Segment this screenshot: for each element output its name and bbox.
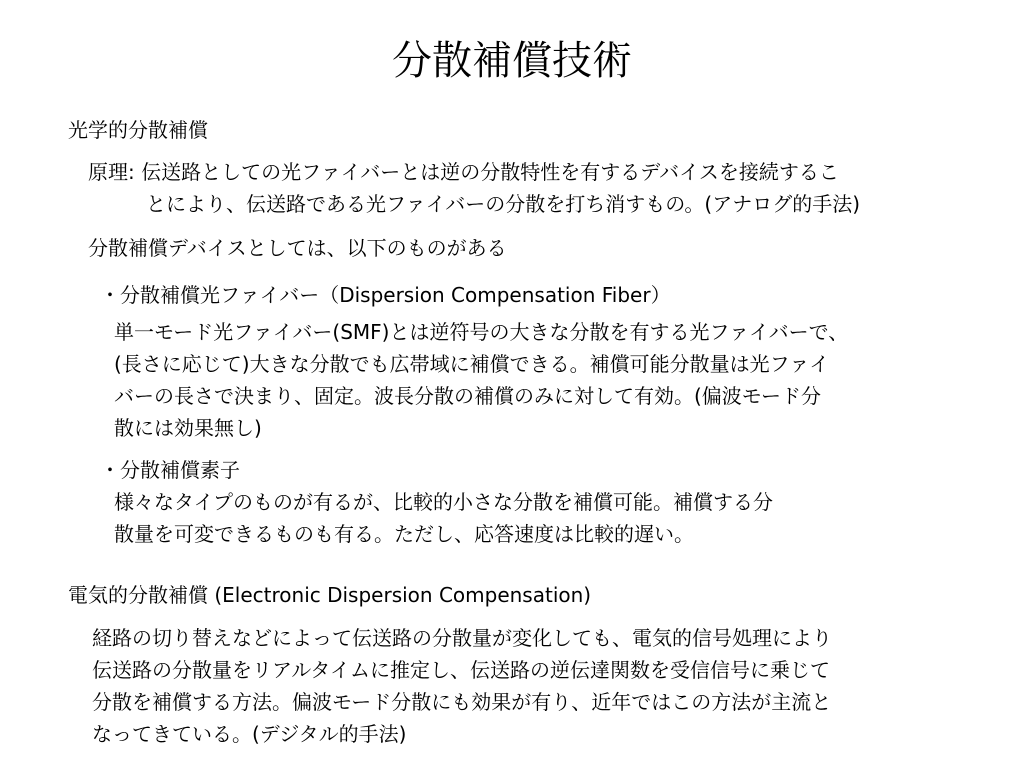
- element-heading: ・分散補償素子: [100, 458, 240, 482]
- dcf-line: バーの長さで決まり、固定。波長分散の補償のみに対して有効。(偏波モード分: [114, 384, 822, 408]
- electronic-line: 伝送路の分散量をリアルタイムに推定し、伝送路の逆伝達関数を受信信号に乗じて: [92, 658, 830, 682]
- dcf-line: (長さに応じて)大きな分散でも広帯域に補償できる。補償可能分散量は光ファイ: [114, 352, 830, 376]
- element-line: 散量を可変できるものも有る。ただし、応答速度は比較的遅い。: [114, 522, 694, 546]
- optical-heading: 光学的分散補償: [68, 118, 208, 142]
- dcf-line: 単一モード光ファイバー(SMF)とは逆符号の大きな分散を有する光ファイバーで、: [114, 320, 849, 344]
- principle-line-1: 原理: 伝送路としての光ファイバーとは逆の分散特性を有するデバイスを接続するこ: [88, 160, 839, 184]
- electronic-line: なってきている。(デジタル的手法): [92, 722, 407, 746]
- element-line: 様々なタイプのものが有るが、比較的小さな分散を補償可能。補償する分: [114, 490, 773, 514]
- principle-line-2: とにより、伝送路である光ファイバーの分散を打ち消すもの。(アナログ的手法): [146, 192, 861, 216]
- dcf-line: 散には効果無し): [114, 416, 262, 440]
- electronic-heading: 電気的分散補償 (Electronic Dispersion Compensation): [68, 583, 592, 607]
- electronic-line: 分散を補償する方法。偏波モード分散にも効果が有り、近年ではこの方法が主流と: [92, 690, 832, 714]
- dcf-heading: ・分散補償光ファイバー（Dispersion Compensation Fiber）: [100, 283, 671, 307]
- slide-title: 分散補償技術: [392, 38, 632, 84]
- electronic-line: 経路の切り替えなどによって伝送路の分散量が変化しても、電気的信号処理により: [92, 626, 832, 650]
- devices-intro: 分散補償デバイスとしては、以下のものがある: [88, 236, 507, 260]
